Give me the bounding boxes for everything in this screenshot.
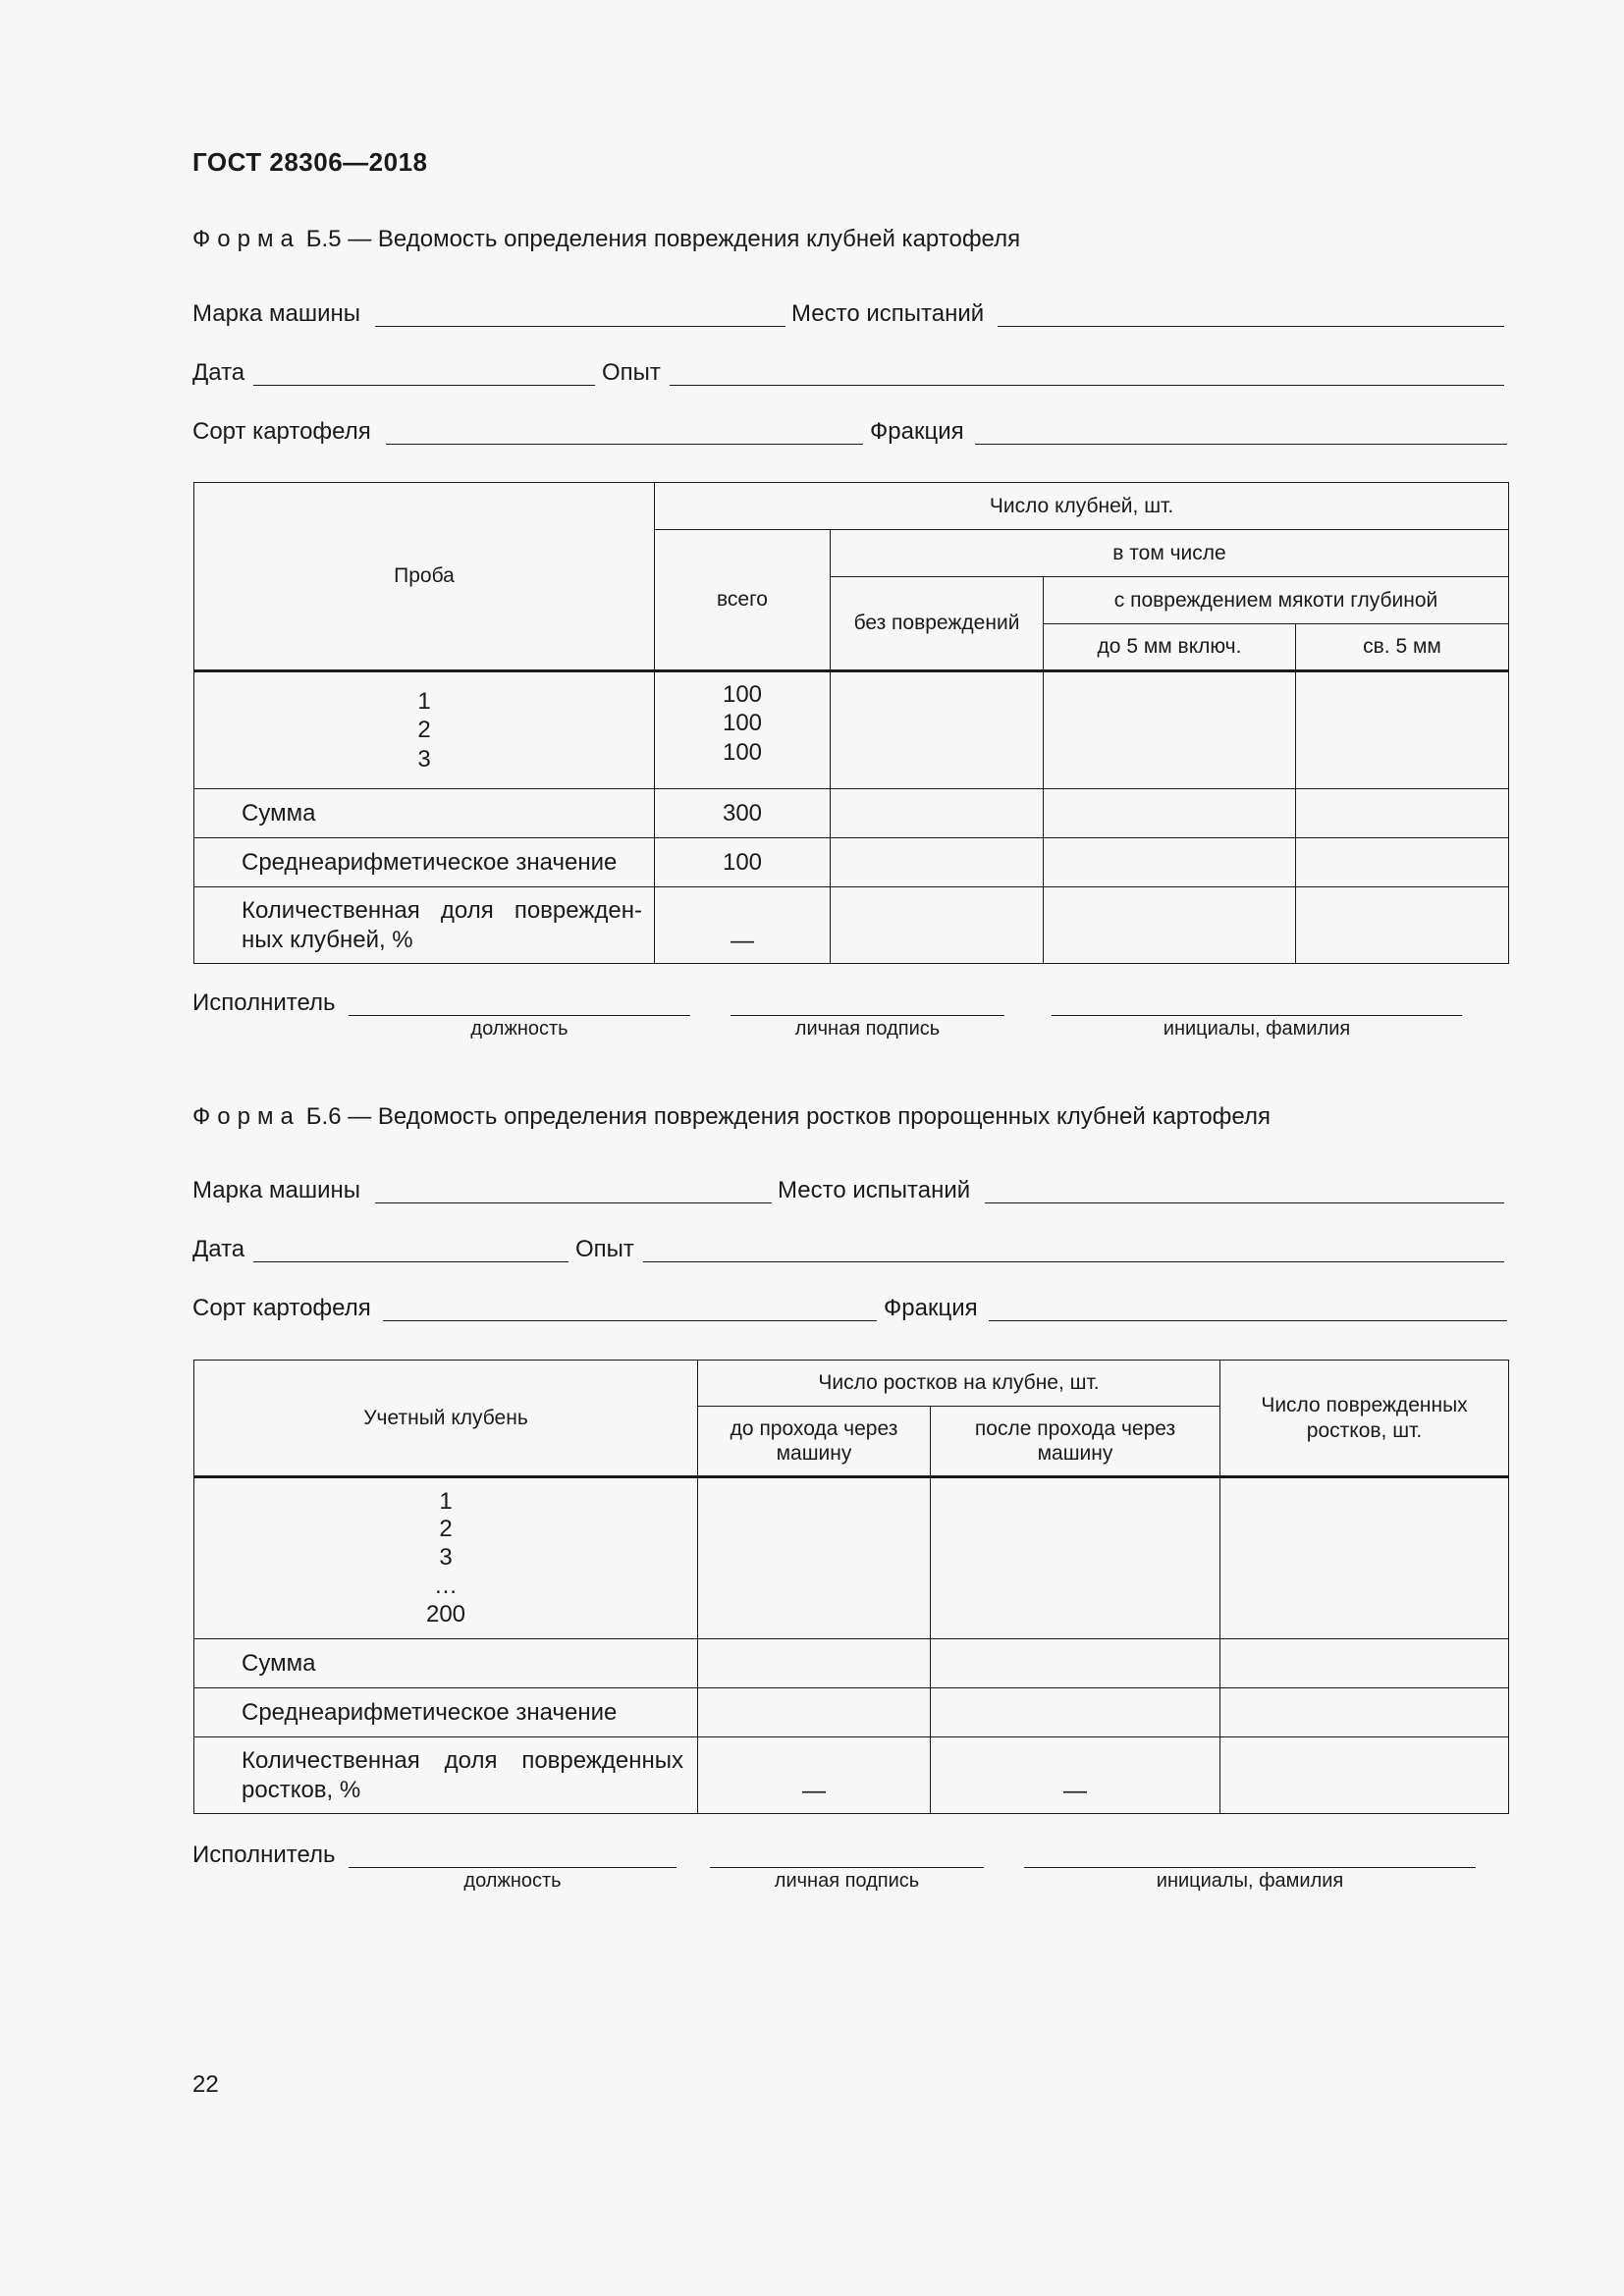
caption-signature: личная подпись xyxy=(774,1870,920,1892)
field-label-potato-variety: Сорт картофеля xyxy=(192,418,371,445)
field-label-test-place: Место испытаний xyxy=(791,300,985,327)
executor-signature-line[interactable] xyxy=(710,1867,984,1868)
potato-variety-line[interactable] xyxy=(386,444,863,445)
form-b6-title-prefix: Форма xyxy=(192,1103,300,1130)
mean-total: 100 xyxy=(655,838,831,887)
empty-cell[interactable] xyxy=(831,671,1044,789)
field-label-machine-brand: Марка машины xyxy=(192,300,361,327)
tuber-number: … xyxy=(434,1572,458,1599)
empty-cell[interactable] xyxy=(831,887,1044,964)
empty-cell[interactable] xyxy=(931,1477,1220,1639)
sample-numbers-cell xyxy=(194,671,655,789)
caption-signature: личная подпись xyxy=(794,1018,941,1040)
header-before-machine: до прохода через машину xyxy=(698,1407,931,1477)
share-total: — xyxy=(655,887,831,964)
sample-number: 1 xyxy=(417,688,431,716)
form-b5-table xyxy=(193,482,1509,964)
machine-brand-line[interactable] xyxy=(375,1202,772,1203)
executor-name-line[interactable] xyxy=(1024,1867,1476,1868)
header-accounting-tuber: Учетный клубень xyxy=(194,1361,698,1477)
empty-cell[interactable] xyxy=(1044,671,1296,789)
form-b5-title xyxy=(192,226,1020,253)
row-label-mean: Среднеарифметическое значение xyxy=(194,1688,698,1737)
test-place-line[interactable] xyxy=(985,1202,1504,1203)
sample-number: 3 xyxy=(417,745,431,773)
table-row xyxy=(194,789,1509,838)
field-label-fraction: Фракция xyxy=(870,418,964,445)
empty-cell[interactable] xyxy=(1044,838,1296,887)
row-label-share: Количественная доля поврежден-ных клубней, % xyxy=(194,887,655,964)
share-after: — xyxy=(931,1737,1220,1814)
tuber-number: 2 xyxy=(439,1516,453,1543)
empty-cell[interactable] xyxy=(931,1639,1220,1688)
empty-cell[interactable] xyxy=(1296,838,1509,887)
table-row xyxy=(194,1688,1509,1737)
caption-position: должность xyxy=(470,1018,568,1040)
form-b5-title-text: Б.5 — Ведомость определения повреждения клубней картофеля xyxy=(305,226,1021,252)
field-label-potato-variety: Сорт картофеля xyxy=(192,1295,371,1321)
table-row xyxy=(194,887,1509,964)
fraction-line[interactable] xyxy=(975,444,1507,445)
sample-total: 100 xyxy=(722,681,763,708)
row-label-share: Количественная доля поврежденных ростков, % xyxy=(194,1737,698,1814)
header-upto-5mm: до 5 мм включ. xyxy=(1044,624,1296,671)
sample-total: 100 xyxy=(722,710,763,737)
field-label-fraction: Фракция xyxy=(884,1295,978,1321)
machine-brand-line[interactable] xyxy=(375,326,785,327)
header-after-machine: после прохода через машину xyxy=(931,1407,1220,1477)
empty-cell[interactable] xyxy=(698,1639,931,1688)
field-label-date: Дата xyxy=(192,1236,245,1262)
field-label-date: Дата xyxy=(192,359,245,386)
date-line[interactable] xyxy=(253,385,595,386)
tuber-numbers-cell xyxy=(194,1477,698,1639)
row-label-sum: Сумма xyxy=(194,1639,698,1688)
caption-name: инициалы, фамилия xyxy=(1156,1870,1344,1892)
empty-cell[interactable] xyxy=(1220,1737,1509,1814)
tuber-number: 200 xyxy=(425,1600,466,1628)
table-row xyxy=(194,1737,1509,1814)
empty-cell[interactable] xyxy=(698,1688,931,1737)
header-including: в том числе xyxy=(831,530,1509,577)
caption-position: должность xyxy=(463,1870,562,1892)
empty-cell[interactable] xyxy=(1044,789,1296,838)
header-total: всего xyxy=(655,530,831,671)
empty-cell[interactable] xyxy=(1220,1477,1509,1639)
executor-label: Исполнитель xyxy=(192,989,336,1016)
empty-cell[interactable] xyxy=(1044,887,1296,964)
empty-cell[interactable] xyxy=(1296,789,1509,838)
header-damaged-sprouts: Число поврежденных ростков, шт. xyxy=(1220,1361,1509,1477)
header-tuber-count: Число клубней, шт. xyxy=(655,483,1509,530)
empty-cell[interactable] xyxy=(1296,887,1509,964)
sample-number: 2 xyxy=(417,717,431,744)
executor-label: Исполнитель xyxy=(192,1842,336,1868)
form-b6-title-text: Б.6 — Ведомость определения повреждения ростков пророщенных клубней картофеля xyxy=(305,1103,1271,1130)
sample-total: 100 xyxy=(722,738,763,766)
field-label-test-place: Место испытаний xyxy=(778,1177,971,1203)
field-label-experiment: Опыт xyxy=(602,359,661,386)
tuber-number: 3 xyxy=(439,1544,453,1572)
tuber-number: 1 xyxy=(439,1487,453,1515)
form-b6-table xyxy=(193,1360,1509,1814)
table-header-row xyxy=(194,1361,1509,1407)
empty-cell[interactable] xyxy=(831,789,1044,838)
header-over-5mm: св. 5 мм xyxy=(1296,624,1509,671)
date-line[interactable] xyxy=(253,1261,568,1262)
empty-cell[interactable] xyxy=(698,1477,931,1639)
caption-name: инициалы, фамилия xyxy=(1163,1018,1351,1040)
experiment-line[interactable] xyxy=(643,1261,1504,1262)
field-label-machine-brand: Марка машины xyxy=(192,1177,361,1203)
empty-cell[interactable] xyxy=(831,838,1044,887)
document-number: ГОСТ 28306—2018 xyxy=(192,147,428,177)
empty-cell[interactable] xyxy=(1296,671,1509,789)
table-row xyxy=(194,671,1509,789)
executor-position-line[interactable] xyxy=(349,1015,690,1016)
table-row xyxy=(194,1477,1509,1639)
form-b6-title xyxy=(192,1103,1271,1131)
row-label-sum: Сумма xyxy=(194,789,655,838)
executor-position-line[interactable] xyxy=(349,1867,677,1868)
sum-total: 300 xyxy=(655,789,831,838)
header-damaged-depth: с повреждением мякоти глубиной xyxy=(1044,577,1509,624)
fraction-line[interactable] xyxy=(989,1320,1507,1321)
table-header-row xyxy=(194,483,1509,530)
executor-signature-line[interactable] xyxy=(731,1015,1004,1016)
form-b5-title-prefix: Форма xyxy=(192,226,300,252)
row-label-mean: Среднеарифметическое значение xyxy=(194,838,655,887)
page-number: 22 xyxy=(192,2071,219,2098)
test-place-line[interactable] xyxy=(998,326,1504,327)
experiment-line[interactable] xyxy=(670,385,1504,386)
field-label-experiment: Опыт xyxy=(575,1236,634,1262)
header-undamaged: без повреждений xyxy=(831,577,1044,671)
table-row xyxy=(194,1639,1509,1688)
share-before: — xyxy=(698,1737,931,1814)
table-row xyxy=(194,838,1509,887)
executor-name-line[interactable] xyxy=(1052,1015,1462,1016)
potato-variety-line[interactable] xyxy=(383,1320,877,1321)
sample-totals-cell xyxy=(655,671,831,789)
empty-cell[interactable] xyxy=(1220,1639,1509,1688)
empty-cell[interactable] xyxy=(1220,1688,1509,1737)
header-sprout-count: Число ростков на клубне, шт. xyxy=(698,1361,1220,1407)
empty-cell[interactable] xyxy=(931,1688,1220,1737)
header-sample: Проба xyxy=(194,483,655,671)
